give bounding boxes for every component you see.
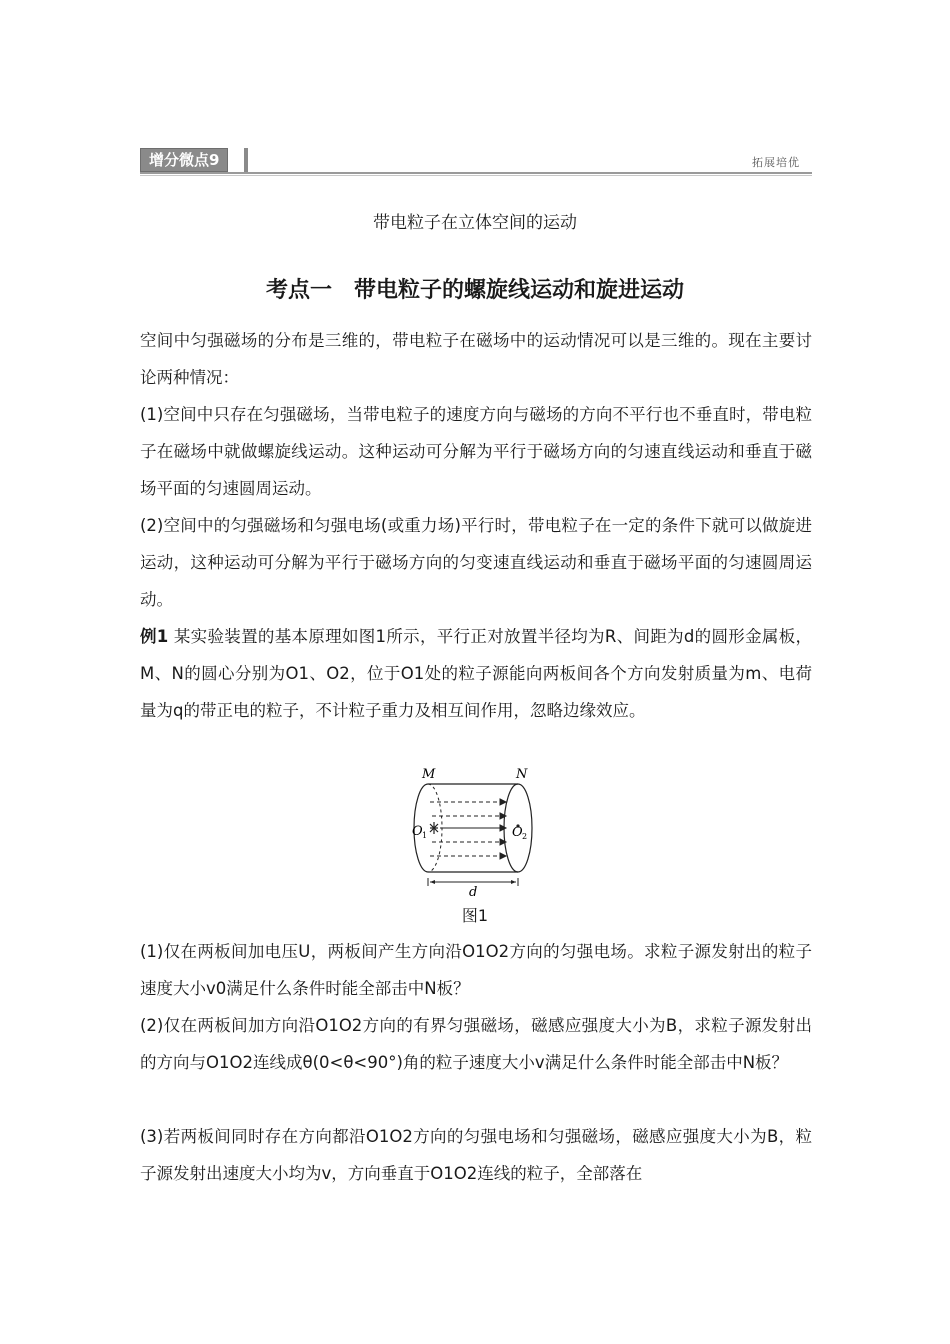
label-d: d: [469, 885, 478, 897]
figure-1-diagram: [400, 762, 550, 897]
label-m: M: [422, 767, 436, 782]
label-o2: O: [512, 825, 523, 840]
question-1: (1)仅在两板间加电压U，两板间产生方向沿O1O2方向的匀强电场。求粒子源发射出的粒子速度大小v0满足什么条件时能全部击中N板？: [140, 942, 812, 998]
example-text: 某实验装置的基本原理如图1所示，平行正对放置半径均为R、间距为d的圆形金属板，M、N的圆心分别为O1、O2，位于O1处的粒子源能向两板间各个方向发射质量为m、电荷量为q的带正电的粒子，不计粒子重力及相互间作用，忽略边缘效应。: [140, 627, 813, 720]
question-3: (3)若两板间同时存在方向都沿O1O2方向的匀强电场和匀强磁场，磁感应强度大小为B，粒子源发射出速度大小均为v，方向垂直于O1O2连线的粒子，全部落在: [140, 1127, 812, 1183]
field-arrow: [500, 799, 506, 805]
page-title: 考点一 带电粒子的螺旋线运动和旋进运动: [265, 278, 684, 303]
label-o1: O: [412, 824, 423, 839]
intro-paragraph: 空间中匀强磁场的分布是三维的，带电粒子在磁场中的运动情况可以是三维的。现在主要讨论两种情况：: [140, 331, 812, 387]
example-label: 例1: [140, 627, 169, 646]
section-header: [140, 146, 812, 176]
axis-arrow: [500, 825, 506, 831]
dim-arrow-right: [511, 880, 516, 884]
example-paragraph: [140, 618, 812, 729]
page-subtitle: 带电粒子在立体空间的运动: [373, 213, 577, 233]
tag-divider: [244, 148, 248, 172]
question-2: (2)仅在两板间加方向沿O1O2方向的有界匀强磁场，磁感应强度大小为B，求粒子源发射出的方向与O1O2连线成θ(0<θ<90°)角的粒子速度大小v满足什么条件时能全部击中N板？: [140, 1016, 812, 1072]
header-rule-thin: [140, 175, 812, 176]
section-tag: 增分微点9: [140, 148, 228, 172]
figure-caption: 图1: [461, 906, 489, 925]
header-rule: [140, 172, 812, 174]
section-category: 拓展培优: [752, 156, 800, 169]
case-1-paragraph: (1)空间中只存在匀强磁场，当带电粒子的速度方向与磁场的方向不平行也不垂直时，带电粒子在磁场中就做螺旋线运动。这种运动可分解为平行于磁场方向的匀速直线运动和垂直于磁场平面的匀速圆周运动。: [140, 405, 812, 498]
label-o1-sub: 1: [422, 831, 428, 840]
dim-arrow-left: [430, 880, 435, 884]
particle-source-icon: [430, 822, 438, 834]
case-2-paragraph: (2)空间中的匀强磁场和匀强电场(或重力场)平行时，带电粒子在一定的条件下就可以做旋进运动，这种运动可分解为平行于磁场方向的匀变速直线运动和垂直于磁场平面的匀速圆周运动。: [140, 516, 812, 609]
field-arrow: [500, 853, 506, 859]
label-o2-sub: 2: [522, 832, 528, 841]
label-n: N: [516, 767, 528, 782]
